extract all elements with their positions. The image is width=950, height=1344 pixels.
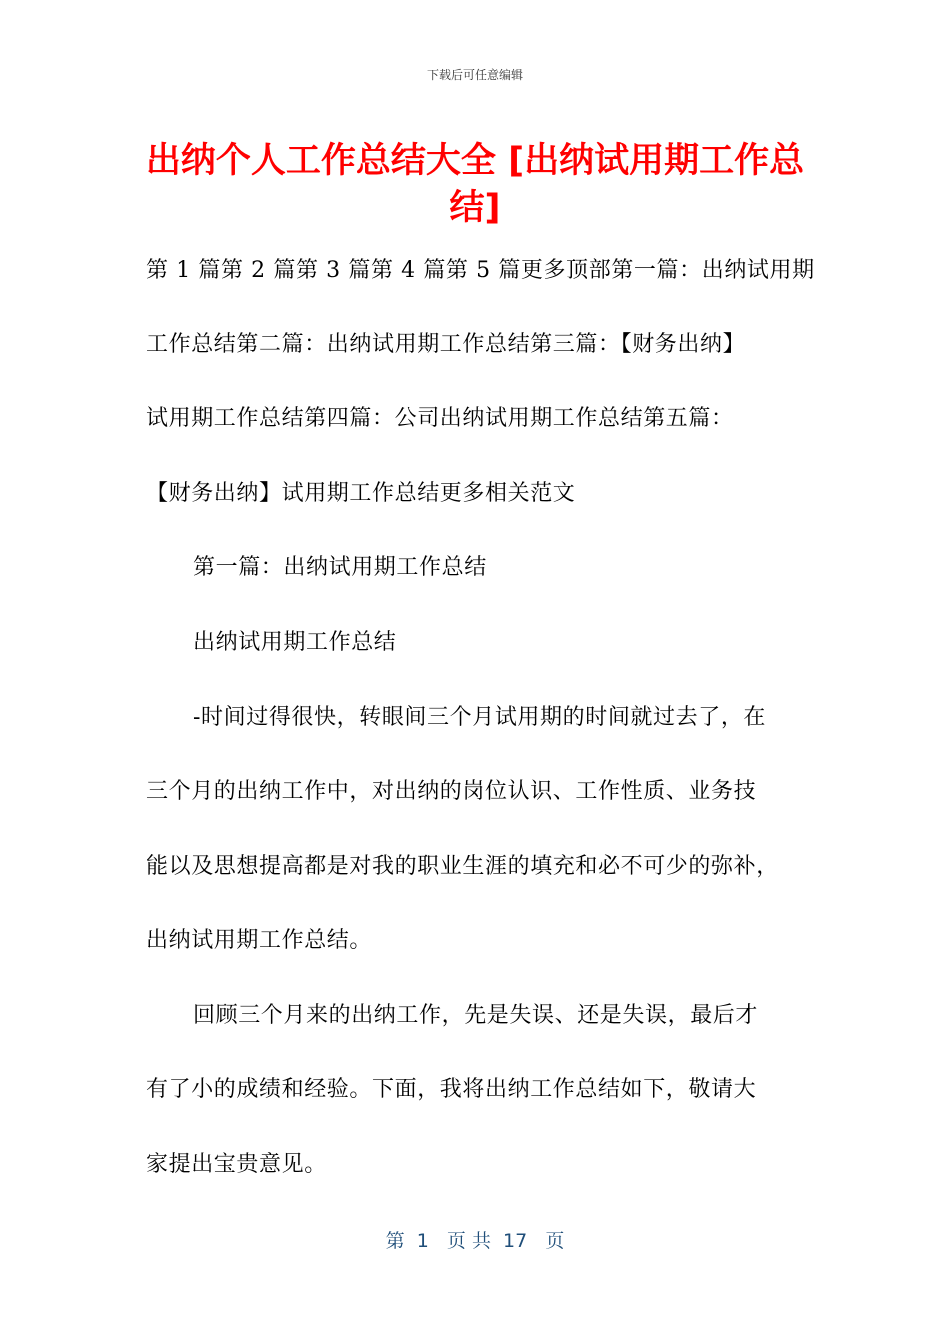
paragraph-2-line-1: 回顾三个月来的出纳工作，先是失误、还是失误，最后才 — [193, 1003, 759, 1028]
paragraph-1-line-3: 能以及思想提高都是对我的职业生涯的填充和必不可少的弥补， — [146, 854, 779, 879]
toc-line-1: 第 1 篇第 2 篇第 3 篇第 4 篇第 5 篇更多顶部第一篇：出纳试用期 — [146, 258, 815, 283]
paragraph-1-line-2: 三个月的出纳工作中，对出纳的岗位认识、工作性质、业务技 — [146, 779, 757, 804]
toc-line-3: 试用期工作总结第四篇：公司出纳试用期工作总结第五篇： — [146, 406, 734, 431]
toc-line-4: 【财务出纳】试用期工作总结更多相关范文 — [146, 481, 576, 506]
toc-line-2: 工作总结第二篇：出纳试用期工作总结第三篇：【财务出纳】 — [146, 332, 746, 357]
paragraph-1-line-4: 出纳试用期工作总结。 — [146, 928, 373, 953]
title-line-2: 结] — [449, 188, 501, 228]
paragraph-2-line-3: 家提出宝贵意见。 — [146, 1152, 327, 1177]
page-header: 下载后可任意编辑 — [426, 68, 523, 82]
section-heading: 第一篇：出纳试用期工作总结 — [193, 555, 487, 580]
paragraph-1-line-1: -时间过得很快，转眼间三个月试用期的时间就过去了，在 — [193, 705, 767, 730]
page-footer: 第 1 页 共 17 页 — [385, 1230, 565, 1252]
article-subtitle: 出纳试用期工作总结 — [193, 630, 397, 655]
document-title — [120, 138, 830, 232]
title-line-1: 出纳个人工作总结大全 [出纳试用期工作总 — [145, 141, 805, 181]
paragraph-2-line-2: 有了小的成绩和经验。下面，我将出纳工作总结如下，敬请大 — [146, 1077, 757, 1102]
